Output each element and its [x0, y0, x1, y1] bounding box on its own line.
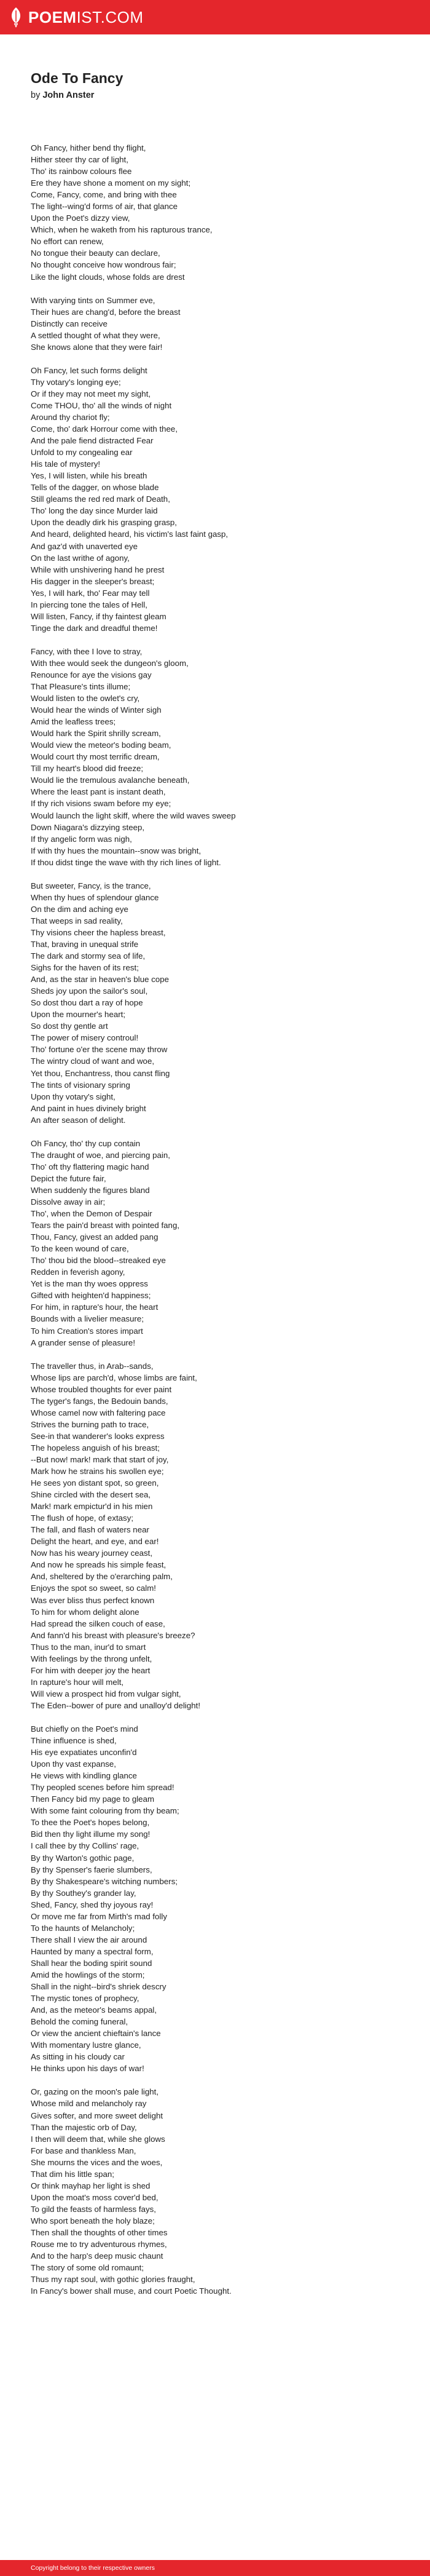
poem-line: Then shall the thoughts of other times	[31, 2227, 168, 2237]
poem-line: Thus to the man, inur'd to smart	[31, 1642, 146, 1652]
poem-line: Which, when he waketh from his rapturous trance,	[31, 225, 213, 235]
poem-line: With feelings by the throng unfelt,	[31, 1654, 152, 1663]
by-label: by	[31, 90, 41, 100]
poem-stanza	[31, 880, 405, 1126]
poem-line: Thine influence is shed,	[31, 1736, 117, 1746]
poem-line: Gifted with heighten'd happiness;	[31, 1291, 151, 1301]
logo-wordmark	[28, 8, 144, 27]
site-logo[interactable]	[9, 7, 144, 28]
poem-line: Distinctly can receive	[31, 319, 108, 328]
poem-line: That, braving in unequal strife	[31, 940, 139, 949]
poem-line: Upon the mourner's heart;	[31, 1010, 126, 1020]
poem-line: Would lie the tremulous avalanche beneath,	[31, 775, 190, 785]
poem-line: Or move me far from Mirth's mad folly	[31, 1911, 167, 1921]
poem-line: The hopeless anguish of his breast;	[31, 1443, 160, 1452]
poem-line: Tho' fortune o'er the scene may throw	[31, 1045, 168, 1055]
poem-line: And, as the meteor's beams appal,	[31, 2005, 157, 2015]
poem-line: Mark how he strains his swollen eye;	[31, 1467, 164, 1476]
author-name[interactable]: John Anster	[42, 90, 95, 100]
poem-line: Yes, I will hark, tho' Fear may tell	[31, 588, 150, 598]
poem-line: Shall in the night--bird's shriek descry	[31, 1982, 166, 1992]
poem-line: Their hues are chang'd, before the breast	[31, 307, 181, 317]
site-header	[0, 0, 430, 34]
poem-line: Thy visions cheer the hapless breast,	[31, 927, 166, 937]
poem-line: Where the least pant is instant death,	[31, 787, 166, 797]
poem-line: Yet is the man thy woes oppress	[31, 1279, 148, 1289]
poem-line: Upon the deadly dirk his grasping grasp,	[31, 518, 178, 528]
poem-line: And heard, delighted heard, his victim's last faint gasp,	[31, 529, 229, 539]
poem-line: By thy Spenser's faerie slumbers,	[31, 1865, 152, 1874]
poem-line: She knows alone that they were fair!	[31, 342, 163, 352]
poem-line: Upon the moat's moss cover'd bed,	[31, 2192, 158, 2202]
poem-line: Oh Fancy, tho' thy cup contain	[31, 1138, 141, 1148]
byline	[31, 89, 405, 101]
poem-line: Delight the heart, and eye, and ear!	[31, 1537, 159, 1547]
poem-line: With thee would seek the dungeon's gloom,	[31, 658, 189, 668]
poem-line: The tints of visionary spring	[31, 1080, 130, 1090]
poem-line: On the last writhe of agony,	[31, 553, 130, 563]
logo-light-text: IST.COM	[76, 7, 144, 26]
poem-line: And now he spreads his simple feast,	[31, 1560, 166, 1570]
poem-line: Bounds with a livelier measure;	[31, 1314, 144, 1324]
poem-line: With momentary lustre glance,	[31, 2040, 141, 2050]
poem-line: Strives the burning path to trace,	[31, 1419, 149, 1429]
poem-stanza	[31, 2086, 405, 2297]
poem-line: She mourns the vices and the woes,	[31, 2157, 163, 2167]
poem-line: Amid the leafless trees;	[31, 717, 116, 727]
poem-line: Whose lips are parch'd, whose limbs are faint,	[31, 1373, 197, 1382]
poem-stanza	[31, 1723, 405, 2074]
poem-line: That dim his little span;	[31, 2169, 114, 2179]
poem-line: Whose camel now with faltering pace	[31, 1408, 166, 1417]
poem-article	[31, 69, 405, 2308]
poem-line: The power of misery controul!	[31, 1033, 139, 1043]
poem-line: And the pale fiend distracted Fear	[31, 436, 154, 446]
poem-line: Depict the future fair,	[31, 1173, 106, 1183]
poem-line: Would view the meteor's boding beam,	[31, 740, 171, 750]
poem-line: Unfold to my congealing ear	[31, 448, 133, 458]
poem-line: For him with deeper joy the heart	[31, 1665, 150, 1675]
poem-line: Sighs for the haven of its rest;	[31, 963, 139, 973]
poem-line: Would launch the light skiff, where the wild waves sweep	[31, 810, 236, 820]
poem-line: And to the harp's deep music chaunt	[31, 2251, 163, 2261]
poem-line: Would hear the winds of Winter sigh	[31, 705, 162, 715]
poem-line: No effort can renew,	[31, 237, 104, 247]
poem-line: Shine circled with the desert sea,	[31, 1490, 151, 1500]
poem-line: Would listen to the owlet's cry,	[31, 694, 140, 703]
poem-line: Whose troubled thoughts for ever paint	[31, 1384, 172, 1394]
poem-line: And gaz'd with unaverted eye	[31, 541, 138, 551]
poem-line: Who sport beneath the holy blaze;	[31, 2216, 155, 2225]
poem-line: With some faint colouring from thy beam;	[31, 1806, 179, 1816]
poem-line: Yes, I will listen, while his breath	[31, 471, 147, 481]
poem-line: Renounce for aye the visions gay	[31, 670, 152, 680]
poem-line: Mark! mark empictur'd in his mien	[31, 1502, 153, 1512]
poem-line: And, sheltered by the o'erarching palm,	[31, 1572, 173, 1582]
poem-line: The fall, and flash of waters near	[31, 1525, 149, 1535]
poem-line: Upon thy votary's sight,	[31, 1092, 115, 1101]
poem-line: Or if they may not meet my sight,	[31, 389, 151, 398]
poem-line: Yet thou, Enchantress, thou canst fling	[31, 1068, 170, 1078]
poem-line: That Pleasure's tints illume;	[31, 682, 131, 692]
poem-line: An after season of delight.	[31, 1115, 126, 1125]
poem-line: Like the light clouds, whose folds are drest	[31, 272, 185, 282]
poem-line: By thy Shakespeare's witching numbers;	[31, 1876, 178, 1886]
poem-line: Than the majestic orb of Day,	[31, 2122, 137, 2132]
poem-line: While with unshivering hand he prest	[31, 565, 165, 574]
poem-line: Tho', when the Demon of Despair	[31, 1209, 152, 1219]
poem-line: The light--wing'd forms of air, that glance	[31, 202, 178, 212]
site-footer	[0, 2560, 430, 2576]
poem-line: As sitting in his cloudy car	[31, 2052, 125, 2062]
poem-stanza	[31, 365, 405, 634]
poem-line: In Fancy's bower shall muse, and court Poetic Thought.	[31, 2286, 232, 2296]
poem-line: He thinks upon his days of war!	[31, 2064, 144, 2074]
poem-line: To thee the Poet's hopes belong,	[31, 1818, 150, 1828]
logo-bold-text: POEM	[28, 7, 77, 26]
poem-stanza	[31, 1360, 405, 1711]
poem-stanza	[31, 1138, 405, 1349]
poem-line: Thou, Fancy, givest an added pang	[31, 1232, 158, 1242]
poem-line: Sheds joy upon the sailor's soul,	[31, 986, 148, 996]
poem-line: Fancy, with thee I love to stray,	[31, 646, 143, 656]
poem-line: So dost thou dart a ray of hope	[31, 998, 143, 1008]
poem-line: His eye expatiates unconfin'd	[31, 1748, 137, 1758]
poem-line: The flush of hope, of extasy;	[31, 1513, 134, 1523]
poem-line: The dark and stormy sea of life,	[31, 951, 146, 961]
poem-line: If thou didst tinge the wave with thy rich lines of light.	[31, 857, 221, 867]
poem-line: But chiefly on the Poet's mind	[31, 1724, 138, 1734]
poem-line: With varying tints on Summer eve,	[31, 295, 155, 305]
poem-line: --But now! mark! mark that start of joy,	[31, 1454, 169, 1464]
poem-line: For him, in rapture's hour, the heart	[31, 1302, 158, 1312]
quill-pen-icon	[9, 7, 23, 28]
poem-line: Tears the pain'd breast with pointed fang,	[31, 1221, 180, 1231]
poem-line: Was ever bliss thus perfect known	[31, 1595, 155, 1605]
poem-line: Tho' oft thy flattering magic hand	[31, 1162, 149, 1171]
poem-line: If thy rich visions swam before my eye;	[31, 799, 171, 809]
poem-line: Upon the Poet's dizzy view,	[31, 213, 130, 223]
poem-line: Oh Fancy, let such forms delight	[31, 365, 147, 375]
poem-line: Enjoys the spot so sweet, so calm!	[31, 1583, 156, 1593]
poem-line: By thy Warton's gothic page,	[31, 1853, 135, 1863]
poem-line: Oh Fancy, hither bend thy flight,	[31, 143, 146, 153]
poem-line: Bid then thy light illume my song!	[31, 1829, 150, 1839]
poem-line: Around thy chariot fly;	[31, 412, 110, 422]
poem-line: Tinge the dark and dreadful theme!	[31, 623, 158, 633]
poem-line: Till my heart's blood did freeze;	[31, 764, 144, 774]
poem-line: When suddenly the figures bland	[31, 1185, 150, 1195]
poem-line: Or, gazing on the moon's pale light,	[31, 2087, 159, 2097]
poem-stanza	[31, 295, 405, 353]
poem-line: Still gleams the red red mark of Death,	[31, 494, 170, 504]
poem-line: In piercing tone the tales of Hell,	[31, 600, 147, 609]
poem-line: To gild the feasts of harmless fays,	[31, 2204, 156, 2214]
poem-line: The traveller thus, in Arab--sands,	[31, 1361, 154, 1371]
poem-line: Ere they have shone a moment on my sight;	[31, 178, 191, 188]
poem-line: Come, Fancy, come, and bring with thee	[31, 190, 177, 200]
poem-line: Shed, Fancy, shed thy joyous ray!	[31, 1900, 154, 1909]
poem-line: Down Niagara's dizzying steep,	[31, 822, 145, 832]
poem-line: See-in that wanderer's looks express	[31, 1431, 165, 1441]
poem-line: Will listen, Fancy, if thy faintest gleam	[31, 611, 166, 621]
poem-line: For base and thankless Man,	[31, 2146, 136, 2155]
poem-line: The Eden--bower of pure and unalloy'd delight!	[31, 1700, 201, 1710]
poem-line: A grander sense of pleasure!	[31, 1338, 136, 1347]
poem-line: Or think mayhap her light is shed	[31, 2181, 150, 2190]
poem-line: By thy Southey's grander lay,	[31, 1888, 136, 1898]
poem-line: Now has his weary journey ceast,	[31, 1548, 153, 1558]
poem-stanza	[31, 646, 405, 868]
poem-line: Rouse me to try adventurous rhymes,	[31, 2240, 167, 2249]
poem-line: In rapture's hour will melt,	[31, 1677, 124, 1687]
poem-line: Gives softer, and more sweet delight	[31, 2110, 163, 2120]
poem-line: And fann'd his breast with pleasure's breeze?	[31, 1630, 195, 1640]
poem-line: Will view a prospect hid from vulgar sight,	[31, 1689, 181, 1698]
poem-line: Tho' its rainbow colours flee	[31, 167, 132, 176]
poem-line: The story of some old romaunt;	[31, 2263, 144, 2273]
copyright-text: Copyright belong to their respective owners	[31, 2564, 155, 2572]
poem-line: He views with kindling glance	[31, 1771, 137, 1781]
poem-line: Upon thy vast expanse,	[31, 1759, 116, 1769]
poem-line: Shall hear the boding spirit sound	[31, 1958, 152, 1968]
poem-line: And paint in hues divinely bright	[31, 1103, 146, 1113]
poem-line: Tells of the dagger, on whose blade	[31, 483, 159, 493]
poem-line: Then Fancy bid my page to gleam	[31, 1794, 155, 1804]
poem-line: Dissolve away in air;	[31, 1197, 106, 1207]
poem-line: When thy hues of splendour glance	[31, 892, 159, 902]
poem-line: Whose mild and melancholy ray	[31, 2099, 147, 2109]
poem-line: The draught of woe, and piercing pain,	[31, 1150, 170, 1160]
poem-line: Hither steer thy car of light,	[31, 155, 128, 165]
poem-line: To him Creation's stores impart	[31, 1326, 143, 1336]
poem-line: His dagger in the sleeper's breast;	[31, 576, 155, 586]
poem-line: On the dim and aching eye	[31, 904, 128, 914]
poem-line: Would hark the Spirit shrilly scream,	[31, 729, 161, 739]
poem-line: Behold the coming funeral,	[31, 2017, 128, 2027]
poem-line: The tyger's fangs, the Bedouin bands,	[31, 1396, 168, 1406]
poem-body	[31, 142, 405, 2297]
poem-line: His tale of mystery!	[31, 459, 101, 469]
poem-line: That weeps in sad reality,	[31, 916, 123, 925]
poem-line: To him for whom delight alone	[31, 1607, 139, 1617]
poem-line: He sees yon distant spot, so green,	[31, 1478, 159, 1488]
poem-title: Ode To Fancy	[31, 70, 123, 86]
poem-line: The mystic tones of prophecy,	[31, 1994, 139, 2003]
poem-line: Thy peopled scenes before him spread!	[31, 1783, 174, 1793]
poem-line: To the haunts of Melancholy;	[31, 1923, 135, 1933]
poem-line: No tongue their beauty can declare,	[31, 248, 160, 258]
poem-line: If with thy hues the mountain--snow was bright,	[31, 846, 201, 855]
poem-line: Come, tho' dark Horrour come with thee,	[31, 424, 178, 434]
poem-line: No thought conceive how wondrous fair;	[31, 260, 176, 270]
poem-line: I call thee by thy Collins' rage,	[31, 1841, 139, 1851]
poem-line: Tho' thou bid the blood--streaked eye	[31, 1256, 166, 1266]
poem-line: So dost thy gentle art	[31, 1021, 108, 1031]
poem-line: And, as the star in heaven's blue cope	[31, 975, 170, 985]
poem-line: To the keen wound of care,	[31, 1244, 129, 1254]
poem-line: I then will deem that, while she glows	[31, 2134, 165, 2144]
poem-line: There shall I view the air around	[31, 1935, 147, 1944]
poem-line: Would court thy most terrific dream,	[31, 752, 160, 762]
poem-line: A settled thought of what they were,	[31, 330, 160, 340]
poem-line: Tho' long the day since Murder laid	[31, 506, 158, 516]
poem-line: If thy angelic form was nigh,	[31, 834, 132, 844]
poem-line: The wintry cloud of want and woe,	[31, 1056, 155, 1066]
poem-line: Amid the howlings of the storm;	[31, 1970, 145, 1980]
poem-line: Haunted by many a spectral form,	[31, 1946, 154, 1956]
poem-line: Thy votary's longing eye;	[31, 377, 121, 387]
poem-line: Or view the ancient chieftain's lance	[31, 2029, 161, 2039]
poem-line: But sweeter, Fancy, is the trance,	[31, 881, 151, 890]
poem-line: Had spread the silken couch of ease,	[31, 1619, 165, 1628]
poem-line: Come THOU, tho' all the winds of night	[31, 400, 172, 410]
poem-line: Thus my rapt soul, with gothic glories fraught,	[31, 2275, 195, 2285]
poem-line: Redden in feverish agony,	[31, 1267, 125, 1277]
poem-stanza	[31, 142, 405, 283]
